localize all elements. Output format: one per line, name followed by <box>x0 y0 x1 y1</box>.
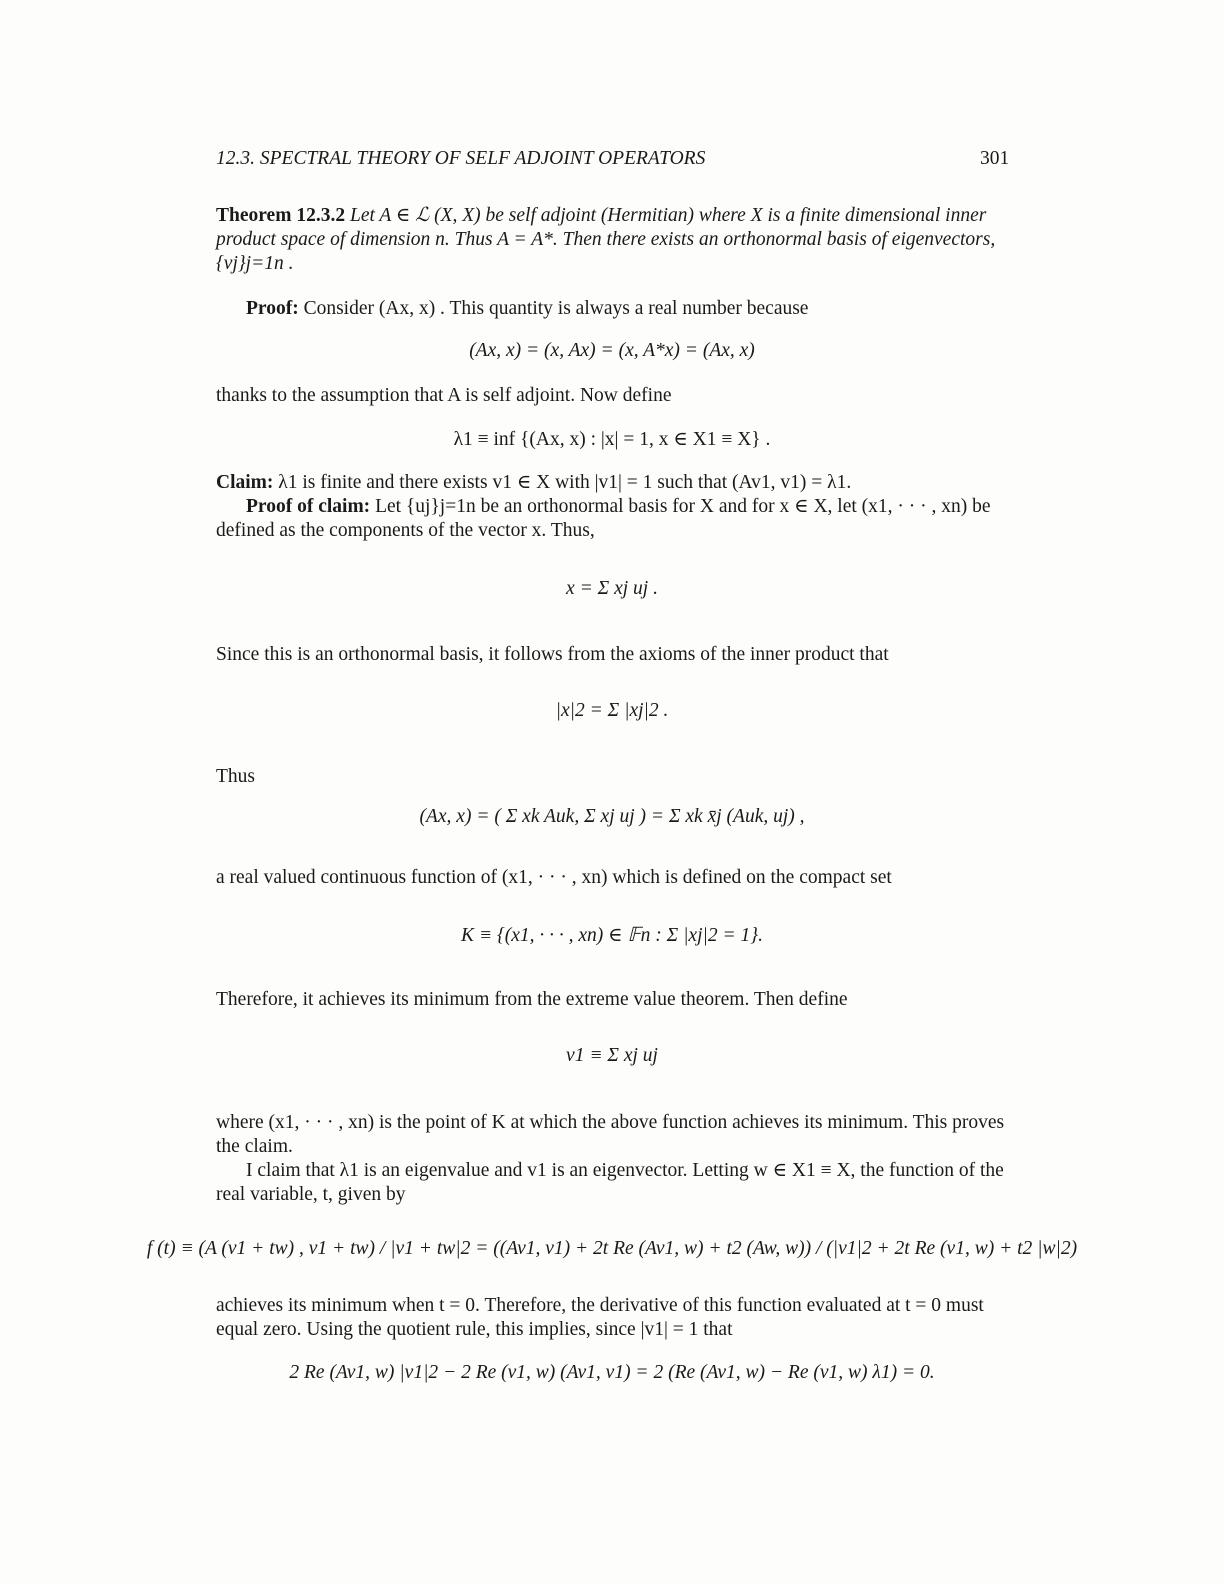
paragraph-real-valued: a real valued continuous function of (x1, · · · , xn) which is defined on the compact set <box>216 867 892 888</box>
paragraph-therefore: Therefore, it achieves its minimum from the extreme value theorem. Then define <box>216 989 848 1010</box>
equation-9: 2 Re (Av1, w) |v1|2 − 2 Re (v1, w) (Av1, v1) = 2 (Re (Av1, w) − Re (v1, w) λ1) = 0. <box>289 1362 935 1383</box>
proof-block <box>216 297 1008 321</box>
theorem-text: Let A ∈ ℒ (X, X) be self adjoint (Hermitian) where X is a finite dimensional inner product space of dimension n. Thus A = A*. Then there exists an orthonormal basis of eigenvectors, {vj}j=1n . <box>216 205 996 274</box>
proof-of-claim-label: Proof of claim: <box>246 496 371 517</box>
equation-6: K ≡ {(x1, · · · , xn) ∈ 𝔽n : Σ |xj|2 = 1}. <box>461 925 763 946</box>
proof-label: Proof: <box>246 298 299 319</box>
equation-8: f (t) ≡ (A (v1 + tw) , v1 + tw) / |v1 + tw|2 = ((Av1, v1) + 2t Re (Av1, w) + t2 (Aw, w)) / (|v1|2 + 2t Re (v1, w) + t2 |w|2) <box>146 1238 1078 1259</box>
proof-of-claim-text: Let {uj}j=1n be an orthonormal basis for X and for x ∈ X, let (x1, · · · , xn) be defined as the components of the vector x. Thus, <box>216 496 991 541</box>
equation-3: x = Σ xj uj . <box>566 578 658 599</box>
claim-label: Claim: <box>216 472 274 493</box>
equation-7: v1 ≡ Σ xj uj <box>566 1045 658 1066</box>
claim-block <box>216 471 1008 495</box>
paragraph-achieves: achieves its minimum when t = 0. Therefore, the derivative of this function evaluated at t = 0 must equal zero. Using the quotient rule, this implies, since |v1| = 1 that <box>216 1295 984 1340</box>
equation-5: (Ax, x) = ( Σ xk Auk, Σ xj uj ) = Σ xk x̄j (Auk, uj) , <box>419 806 805 827</box>
proof-text: Consider (Ax, x) . This quantity is always a real number because <box>303 298 809 319</box>
theorem-block <box>216 204 1008 276</box>
paragraph-thanks: thanks to the assumption that A is self adjoint. Now define <box>216 385 672 406</box>
claim-text: λ1 is finite and there exists v1 ∈ X with |v1| = 1 such that (Av1, v1) = λ1. <box>278 472 852 493</box>
paragraph-i-claim: I claim that λ1 is an eigenvalue and v1 is an eigenvector. Letting w ∈ X1 ≡ X, the function of the real variable, t, given by <box>216 1160 1004 1205</box>
paragraph-thus: Thus <box>216 766 255 787</box>
equation-4: |x|2 = Σ |xj|2 . <box>555 700 669 721</box>
theorem-label: Theorem 12.3.2 <box>216 205 346 226</box>
paragraph-where: where (x1, · · · , xn) is the point of K at which the above function achieves its minimum. This proves the claim. <box>216 1112 1005 1157</box>
equation-1: (Ax, x) = (x, Ax) = (x, A*x) = (Ax, x) <box>469 340 755 361</box>
equation-2: λ1 ≡ inf {(Ax, x) : |x| = 1, x ∈ X1 ≡ X} . <box>453 429 771 450</box>
running-header: 12.3. SPECTRAL THEORY OF SELF ADJOINT OPERATORS <box>216 148 706 169</box>
proof-of-claim-block <box>216 495 1008 543</box>
paragraph-since: Since this is an orthonormal basis, it follows from the axioms of the inner product that <box>216 644 889 665</box>
page-number: 301 <box>980 148 1010 169</box>
